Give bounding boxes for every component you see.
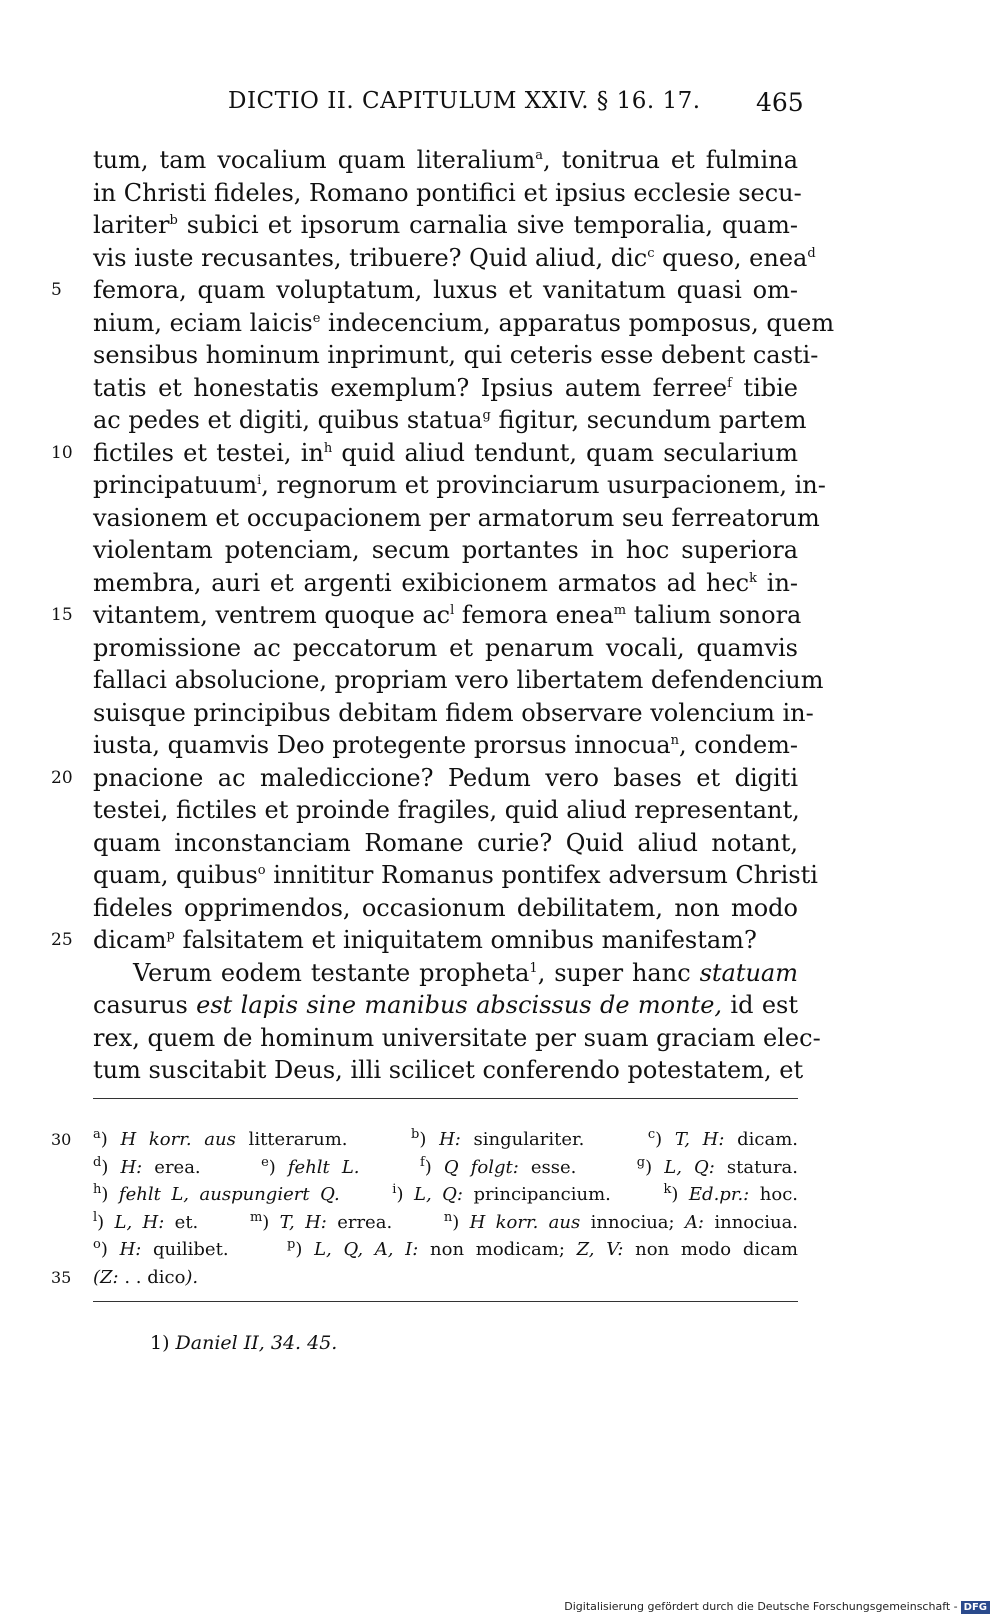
footer-text: Digitalisierung gefördert durch die Deutsche Forschungsgemeinschaft - [564,1600,958,1613]
line-number: 25 [51,930,73,950]
text-line: violentam potenciam, secum portantes in hoc superiora [93,536,798,564]
line-number: 35 [51,1267,72,1287]
footnote-line: $^o$) H: quilibet. $^p$) L, Q, A, I: non modicam; Z, V: non modo dicam [93,1237,799,1260]
text-line: vasionem et occupacionem per armatorum seu ferreatorum [93,503,820,532]
text-line: testei, fictiles et proinde fragiles, quid aliud representant, [93,796,800,824]
text-line: sensibus hominum inprimunt, qui ceteris esse debent casti- [93,341,819,369]
text-line: lariter$^b$ subici et ipsorum carnalia sive temporalia, quam- [93,211,798,239]
digitization-footer [564,1600,990,1614]
text-line: 15 vitantem, ventrem quoque $ac^l$ femora enea$^m$ talium sonora [93,599,798,632]
text-line: promissione ac peccatorum et penarum vocali, quamvis [93,633,798,662]
footnote-line: $^h$) fehlt L, auspungiert Q. $^i$) L, Q: principancium. $^k$) Ed.pr.: hoc. [93,1182,798,1205]
text-line: rex, quem de hominum universitate per suam graciam elec- [93,1023,821,1052]
text-line: fideles opprimendos, occasionum debilitatem, non modo [93,893,798,922]
running-title: DICTIO II. CAPITULUM XXIV. § 16. 17. [228,88,701,114]
dfg-logo: DFG [961,1601,990,1614]
reference-divider [93,1301,798,1302]
text-line: 5 femora, quam voluptatum, luxus et vanitatum quasi om- [93,274,798,307]
text-line: membra, auri et argenti exibicionem armatos ad hec$^k$ in- [93,568,799,597]
text-line: ac pedes et digiti, quibus statua$^g$ figitur, secundum partem [93,406,807,434]
critical-apparatus [51,1126,799,1291]
footnote-line: $^l$) L, H: et. $^m$) T, H: errea. $^n$) H korr. aus innociua; A: innociua. [93,1209,799,1233]
text-line: principatuum$^i$, regnorum et provinciarum usurpacionem, in- [93,471,826,499]
footnote-divider [93,1098,798,1099]
line-number: 15 [51,605,73,625]
source-reference: 1) Daniel II, 34. 45. [150,1332,338,1354]
text-line: suisque principibus debitam fidem observare volencium in- [93,698,814,727]
page-header [0,88,1000,122]
text-line: 20 pnacione ac malediccione? Pedum vero bases et digiti [93,762,798,795]
text-line: vis iuste recusantes, tribuere? Quid aliud, dic$^c$ queso, enea$^d$ [93,243,816,272]
text-line: casurus est lapis sine manibus abscissus de monte, id est [93,991,798,1019]
footnote-line: 35 (Z: . . dico). [93,1264,798,1292]
text-line: 25 dicam$^p$ falsitatem et iniquitatem omnibus manifestam? [93,924,798,957]
text-line: nium, eciam laicis$^e$ indecencium, apparatus pomposus, quem [93,308,835,337]
footnote-line: 30 $^a$) H korr. aus litterarum. $^b$) H: singulariter. $^c$) T, H: dicam. [93,1126,798,1154]
text-line: in Christi fideles, Romano pontifici et ipsius ecclesie secu- [93,178,802,207]
line-number: 10 [51,442,73,463]
text-line: tum, tam vocalium quam literalium$^a$, tonitrua et fulmina [93,146,798,174]
text-line: 10 fictiles et testei, $in^h$ quid aliud tendunt, quam secularium [93,437,798,470]
line-number: 30 [51,1130,72,1149]
main-text [51,144,835,1087]
text-line: iusta, quamvis Deo protegente prorsus innocua$^n$, condem- [93,731,799,759]
text-line: quam, quibus$^o$ innititur Romanus pontifex adversum Christi [93,861,818,889]
page-number: 465 [756,88,804,117]
text-line: quam inconstanciam Romane curie? Quid aliud notant, [93,828,798,857]
text-line: Verum eodem testante propheta$^1$, super hanc statuam [133,958,798,987]
line-number: 5 [51,280,62,300]
line-number: 20 [51,767,73,788]
text-line: fallaci absolucione, propriam vero libertatem defendencium [93,666,824,694]
footnote-line: $^d$) H: erea. $^e$) fehlt L. $^f$) Q folgt: esse. $^g$) L, Q: statura. [93,1154,798,1178]
text-line: tatis et honestatis exemplum? Ipsius autem ferree$^f$ tibie [93,373,798,402]
text-line: tum suscitabit Deus, illi scilicet conferendo potestatem, et [93,1056,804,1084]
